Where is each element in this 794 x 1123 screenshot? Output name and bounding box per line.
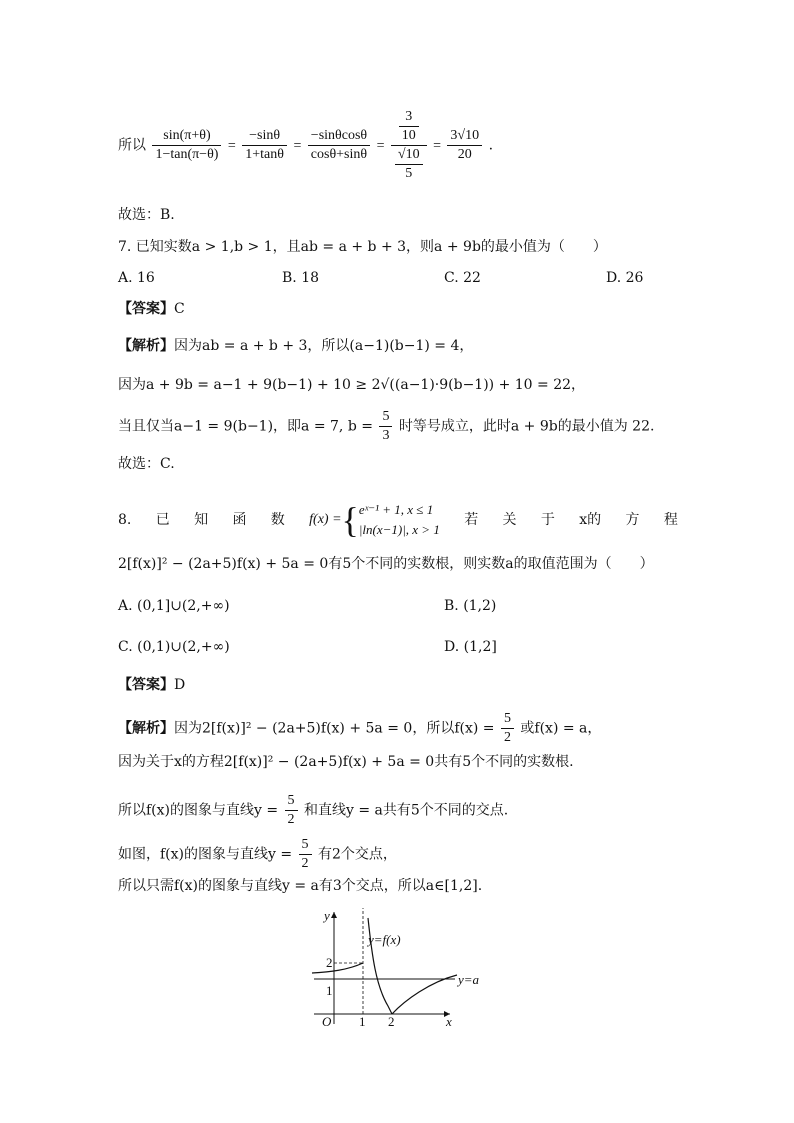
q8-answer (118, 675, 185, 695)
frac-4-top-den: 10 (401, 128, 416, 143)
frac-5-num: 3√10 (447, 127, 482, 146)
q8-analysis-2: 因为关于x的方程2[f(x)]² − (2a+5)f(x) + 5a = 0共有5个不同的实数根. (118, 754, 574, 770)
q8-stem-char-6: 关 (502, 512, 517, 528)
label-x: x (446, 1014, 452, 1028)
q8-stem-char-5: 若 (464, 512, 479, 528)
q7-option-b: B. 18 (282, 270, 320, 286)
q8-fx-label: f(x) = (309, 512, 342, 527)
q8-answer-value: D (174, 677, 186, 693)
q7-answer-label: 【答案】 (118, 301, 174, 317)
tick-y-2: 2 (326, 955, 333, 970)
q8-stem-char-4: 数 (270, 512, 285, 528)
label-y: y (324, 908, 330, 923)
frac-5-den: 20 (457, 147, 472, 162)
q6-end: . (488, 137, 494, 154)
q8-a4-num: 5 (299, 836, 312, 855)
frac-4-bot-num: √10 (395, 146, 423, 165)
tick-y-1: 1 (326, 983, 333, 998)
q7-frac-num: 5 (379, 408, 392, 427)
q8-a4-den: 2 (301, 856, 309, 871)
q8-analysis-4b: 有2个交点， (318, 846, 397, 863)
q7-option-d: D. 26 (606, 270, 644, 286)
q8-option-d: D. (1,2] (444, 639, 497, 655)
q8-analysis-1 (118, 710, 601, 747)
q8-case-1: eˣ⁻¹ + 1, x ≤ 1 (358, 502, 434, 517)
frac-4-bot-den: 5 (405, 166, 413, 181)
q8-analysis-4 (118, 836, 397, 873)
q8-analysis-4a: 如图，f(x)的图象与直线y = (118, 846, 293, 863)
frac-2-num: −sinθ (242, 127, 287, 146)
q8-answer-label: 【答案】 (118, 677, 174, 693)
q8-a1-num: 5 (501, 710, 514, 729)
q7-analysis-1 (118, 336, 473, 356)
q7-analysis-3b: 时等号成立，此时a + 9b的最小值为 22. (398, 418, 655, 435)
q8-number: 8. (118, 512, 132, 528)
q8-stem-char-8: x的 (579, 512, 602, 528)
frac-1-den: 1−tan(π−θ) (155, 147, 219, 162)
frac-2 (242, 127, 287, 164)
q8-analysis-3a: 所以f(x)的图象与直线y = (118, 802, 279, 819)
q7-option-c: C. 22 (444, 270, 481, 286)
q7-analysis-label: 【解析】 (118, 338, 174, 354)
q8-analysis-label: 【解析】 (118, 720, 174, 737)
q7-stem: 7. 已知实数a > 1,b > 1，且ab = a + b + 3，则a + 9b的最小值为（ ） (118, 239, 607, 255)
frac-1 (152, 127, 221, 164)
q8-cases (359, 500, 440, 540)
q8-stem-char-1: 已 (155, 512, 170, 528)
frac-3-den: cosθ+sinθ (310, 147, 368, 162)
q7-conclusion: 故选：C. (118, 456, 175, 472)
q7-analysis-3 (118, 408, 654, 445)
label-curve: y=f(x) (368, 932, 401, 947)
q8-analysis-1-frac (501, 710, 514, 747)
function-graph-figure (300, 906, 500, 1028)
q6-conclusion: 故选：B. (118, 207, 175, 223)
q8-analysis-4-frac (299, 836, 312, 873)
frac-3 (308, 127, 370, 164)
q8-stem-line-2: 2[f(x)]² − (2a+5)f(x) + 5a = 0有5个不同的实数根，则实数a的取值范围为（ ） (118, 556, 654, 572)
q6-intro: 所以 (118, 137, 146, 154)
curve-left-branch (312, 963, 363, 973)
tick-x-1: 1 (359, 1014, 366, 1028)
q7-analysis-3a: 当且仅当a−1 = 9(b−1)，即a = 7, b = (118, 418, 373, 435)
q8-option-c: C. (0,1)∪(2,+∞) (118, 639, 230, 655)
frac-5 (447, 127, 482, 164)
q8-piecewise: f(x) = { eˣ⁻¹ + 1, x ≤ 1 |ln(x−1)|, x > 1 (309, 500, 440, 540)
tick-x-2: 2 (388, 1014, 395, 1028)
frac-3-num: −sinθcosθ (308, 127, 370, 146)
q8-a3-den: 2 (287, 812, 295, 827)
q8-a3-num: 5 (285, 792, 298, 811)
q8-stem-line-1 (118, 500, 678, 540)
q8-analysis-1b: 或f(x) = a， (520, 720, 602, 737)
label-origin: O (322, 1014, 332, 1028)
q7-frac-den: 3 (382, 428, 390, 443)
q8-stem-char-10: 程 (663, 512, 678, 528)
q7-analysis-2: 因为a + 9b = a−1 + 9(b−1) + 10 ≥ 2√((a−1)·9(b−1)) + 10 = 22， (118, 377, 586, 393)
q8-analysis-3-frac (285, 792, 298, 829)
frac-1-num: sin(π+θ) (152, 127, 221, 146)
q8-stem-char-2: 知 (194, 512, 209, 528)
q7-answer (118, 299, 185, 319)
frac-4-compound (391, 108, 427, 183)
q8-option-b: B. (1,2) (444, 598, 497, 614)
q8-analysis-1a: 因为2[f(x)]² − (2a+5)f(x) + 5a = 0，所以f(x) = (174, 720, 495, 737)
q6-fraction-chain: 所以 $\frac{\sin(\pi+\theta)}{1-\tan(\pi-\theta)}$ = $\frac{-\sin\theta}{1+\tan\theta}$ = $\frac{-\sin\theta\cos\theta}{\cos\theta+\sin\theta}$ = $\frac{\frac{3}{10}}{\frac{√10}{5}}$ = $\frac{3√10}{20}$ . (118, 109, 494, 181)
q8-analysis-3 (118, 792, 508, 829)
q8-case-2: |ln(x−1)|, x > 1 (358, 522, 440, 537)
q8-analysis-5: 所以只需f(x)的图象与直线y = a有3个交点，所以a∈[1,2]. (118, 878, 483, 894)
label-line: y=a (458, 972, 480, 987)
q8-stem-char-3: 函 (232, 512, 247, 528)
frac-2-den: 1+tanθ (245, 147, 284, 162)
q7-analysis-1-text: 因为ab = a + b + 3，所以(a−1)(b−1) = 4， (174, 338, 474, 354)
frac-4-top-num: 3 (399, 108, 419, 127)
q7-analysis-3-frac (379, 408, 392, 445)
q7-answer-value: C (174, 301, 185, 317)
q8-analysis-3b: 和直线y = a共有5个不同的交点. (304, 802, 509, 819)
q7-option-a: A. 16 (118, 270, 155, 286)
curve-right-branch-up (392, 975, 457, 1014)
q8-a1-den: 2 (503, 730, 511, 745)
q8-option-a: A. (0,1]∪(2,+∞) (118, 598, 230, 614)
q8-stem-char-9: 方 (625, 512, 640, 528)
q8-stem-char-7: 于 (540, 512, 555, 528)
